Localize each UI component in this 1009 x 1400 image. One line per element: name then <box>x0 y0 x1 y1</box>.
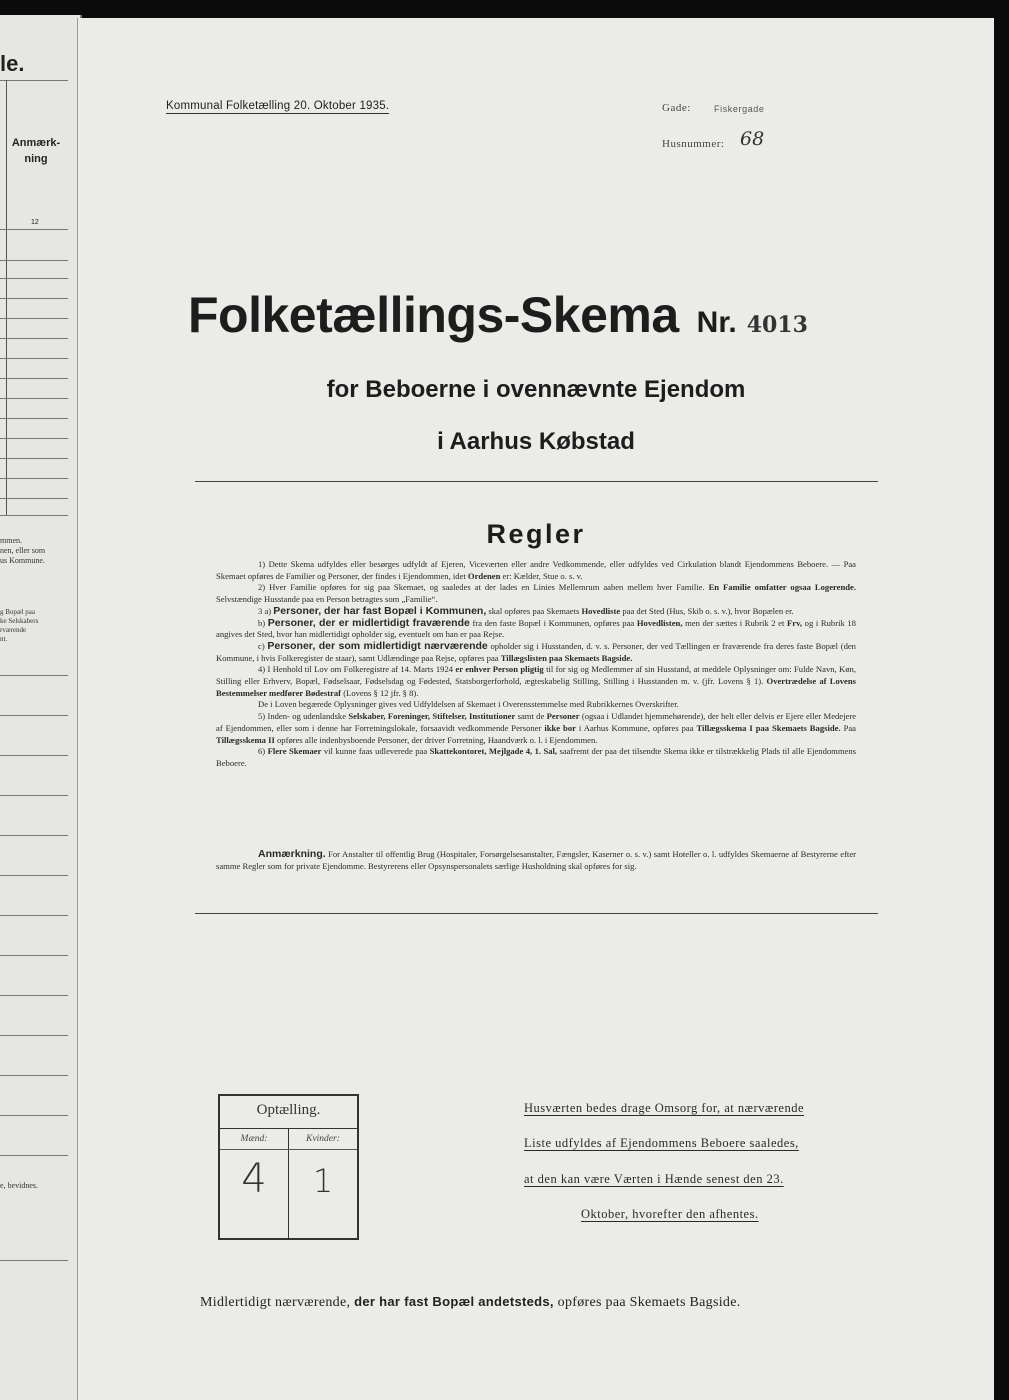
rule-4-note: De i Loven begærede Oplysninger gives ved Udfyldelsen af Skemaet i Overensstemmelse med Rubrikkernes Overskrifter. <box>258 699 679 710</box>
notice-line-3: at den kan være Værten i Hænde senest den 23. <box>524 1172 784 1186</box>
margin-note-1: mmen. nen, eller som us Kommune. <box>0 536 46 565</box>
table-rule <box>0 715 68 716</box>
optaelling-box <box>218 1094 359 1240</box>
maend-count: 4 <box>241 1156 267 1202</box>
form-title-main: Folketællings-Skema <box>188 287 679 343</box>
kvinder-label: Kvinder: <box>306 1134 340 1144</box>
table-rule <box>0 1155 68 1156</box>
rule-5: 5) Inden- og udenlandske Selskaber, Foreninger, Stiftelser, Institutioner samt de Personer (ogsaa i Udlandet hjemmehørende), der helt eller delvis er Ejere eller Medejere af Ejendommen, eller som i denne har Forretningslokale, forsaavidt vedkommende Personer ikke bor i Aarhus Kommune, opføres paa Tillægsskema I paa Skemaets Bagside. Paa Tillægsskema II opføres alle indenbysboende Personer, der driver Forretning, Haandværk o. l. i Ejendommen. <box>216 711 857 745</box>
anmaerkning-label: Anmærkning. <box>258 848 326 860</box>
column-number: 12 <box>31 219 39 226</box>
optaelling-label-rule <box>220 1149 357 1150</box>
rule-2: 2) Hver Familie opføres for sig paa Skemaet, og saaledes at der lades en Linies Mellemrum aaben mellem hver Familie. En Familie omfatter ogsaa Logerende. Selvstændige Husstande paa en Person betragtes som „Familie“. <box>216 582 857 605</box>
table-rule <box>0 318 68 319</box>
maend-label: Mænd: <box>240 1134 268 1144</box>
notice-line-2: Liste udfyldes af Ejendommens Beboere saaledes, <box>524 1136 799 1150</box>
table-rule <box>0 278 68 279</box>
table-rule <box>0 515 68 516</box>
table-rule <box>0 229 68 230</box>
rule-3b: b) Personer, der er midlertidigt fraværende fra den faste Bopæl i Kommunen, opføres paa Hovedlisten, men der sættes i Rubrik 2 et Frv, og i Rubrik 18 angives det Sted, hvor han midlertidigt opholder sig, eventuelt om han er paa Rejse. <box>216 616 856 640</box>
table-rule <box>0 378 68 379</box>
table-rule <box>0 298 68 299</box>
margin-note-3: e, bevidnes. <box>0 1181 38 1190</box>
gade-value: Fiskergade <box>714 104 765 114</box>
table-rule <box>0 1115 68 1116</box>
gade-label: Gade: <box>662 102 691 114</box>
rule-6: 6) Flere Skemaer vil kunne faas udleverede paa Skattekontoret, Mejlgade 4, 1. Sal, saafremt der paa det tilsendte Skema ikke er tilstrækkelig Plads til alle Ejendommens Beboere. <box>216 746 856 768</box>
table-rule <box>0 260 68 261</box>
regler-heading: Regler <box>486 519 586 549</box>
husnummer-value: 68 <box>740 128 765 150</box>
form-subtitle-1: for Beboerne i ovennævnte Ejendom <box>326 376 746 403</box>
table-rule <box>0 675 68 676</box>
column-header-anmaerkning: Anmærk- ning <box>11 137 61 165</box>
previous-page-edge <box>0 15 82 1400</box>
regler-text <box>216 559 856 770</box>
table-rule <box>0 478 68 479</box>
table-rule <box>0 458 68 459</box>
form-title <box>188 286 808 344</box>
rule-3c: c) Personer, der som midlertidigt nærværende opholder sig i Husstanden, d. v. s. Personer, der ved Tællingen er fraværende fra deres faste Bopæl (den Kommune, i hvis Folkeregister de staar), samt Udlændinge paa Rejse, opføres paa Tillægslisten paa Skemaets Bagside. <box>216 639 856 663</box>
table-rule <box>0 398 68 399</box>
table-rule <box>0 955 68 956</box>
kvinder-count: 1 <box>312 1162 334 1200</box>
census-form-page <box>77 18 994 1400</box>
table-rule <box>0 338 68 339</box>
form-subtitle-2: i Aarhus Købstad <box>437 428 635 455</box>
table-rule <box>0 915 68 916</box>
notice-line-4: Oktober, hvorefter den afhentes. <box>581 1207 759 1221</box>
form-number-label: Nr. <box>696 306 737 339</box>
anmaerkning-text: For Anstalter til offentlig Brug (Hospitaler, Forsørgelsesanstalter, Fængsler, Kaserner o. s. v.) samt Hoteller o. l. udfyldes Skemaerne af Bestyrerne efter samme Regler som for private Ejendomme. Bestyrerens eller Opsynspersonalets særlige Husholdning skal opføres for sig. <box>216 849 856 871</box>
divider-top <box>195 481 878 482</box>
table-rule <box>0 1035 68 1036</box>
rule-1: 1) Dette Skema udfyldes eller besørges udfyldt af Ejeren, Viceværten eller andre Vedkommende, eller udfyldes ved Cirkulation blandt Ejendommens Beboere. — Paa Skemaet opføres de Familier og Personer, der findes i Ejendommen, idet Ordenen er: Kælder, Stue o. s. v. <box>216 559 856 581</box>
form-number-value: 4013 <box>746 312 808 338</box>
table-rule <box>0 418 68 419</box>
rule-4: 4) I Henhold til Lov om Folkeregistre af 14. Marts 1924 er enhver Person pligtig til for sig og Medlemmer af sin Husstand, at meddele Oplysninger om: Fulde Navn, Køn, Stilling eller Erhverv, Bopæl, Fødselsaar, Fødselsdag og Fødested, Statsborgerforhold, ægteskabelig Stilling, Stilling i Husstanden m. v. (jfr. Lovens § 1). Overtrædelse af Lovens Bestemmelser medfører Bødestraf (Lovens § 12 jfr. § 8). <box>216 664 856 698</box>
footer-note: Midlertidigt nærværende, der har fast Bopæl andetsteds, opføres paa Skemaets Bagside. <box>200 1294 741 1310</box>
table-rule <box>0 358 68 359</box>
table-rule <box>0 875 68 876</box>
previous-page-heading: le. <box>0 51 25 76</box>
rule-3a: 3 a) Personer, der har fast Bopæl i Kommunen, skal opføres paa Skemaets Hovedliste paa det Sted (Hus, Skib o. s. v.), hvor Bopælen er. <box>258 604 794 617</box>
notice-line-1: Husværten bedes drage Omsorg for, at nærværende <box>524 1101 805 1115</box>
table-rule <box>0 795 68 796</box>
table-rule <box>0 755 68 756</box>
table-rule <box>0 498 68 499</box>
census-header-label: Kommunal Folketælling 20. Oktober 1935. <box>166 100 390 112</box>
table-rule <box>0 1075 68 1076</box>
divider-bottom <box>195 913 878 914</box>
optaelling-title: Optælling. <box>256 1102 321 1118</box>
anmaerkning-note <box>216 849 856 872</box>
table-rule <box>0 80 68 81</box>
table-rule <box>0 995 68 996</box>
table-rule <box>0 1260 68 1261</box>
table-rule <box>0 438 68 439</box>
margin-note-2: g Bopæl paa ke Selskabers rværende nt. <box>0 608 39 643</box>
husnummer-label: Husnummer: <box>662 138 725 150</box>
table-rule <box>0 835 68 836</box>
